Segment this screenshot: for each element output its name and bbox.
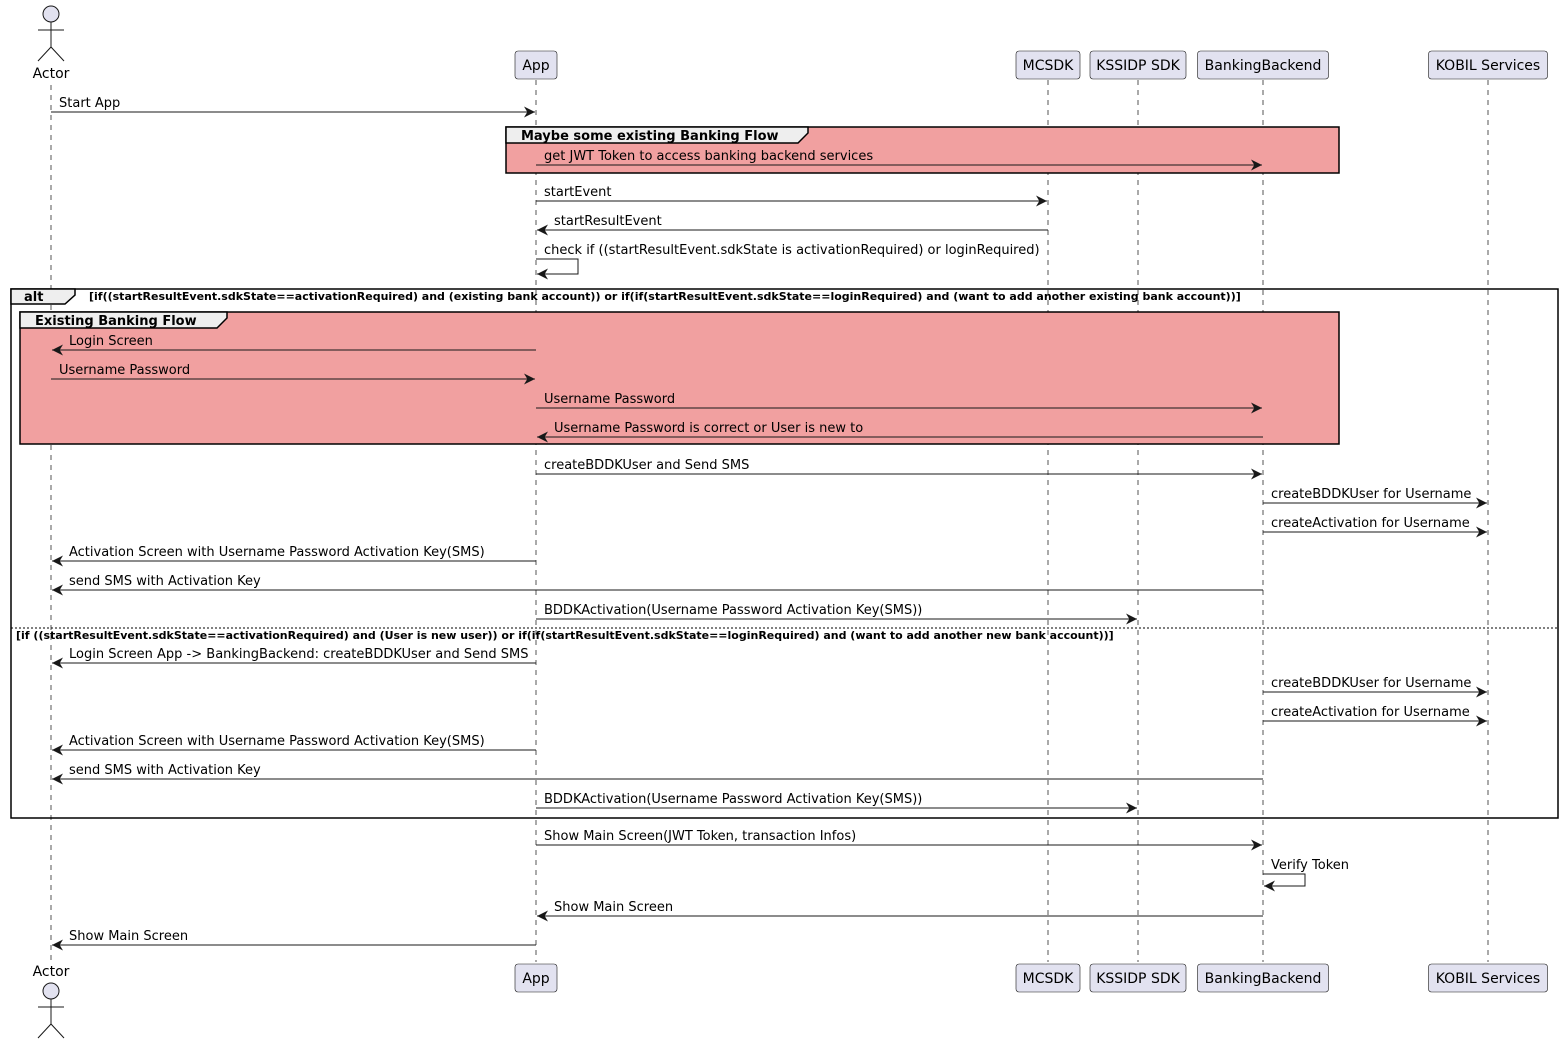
actor-icon xyxy=(38,983,64,1038)
message-label: Verify Token xyxy=(1271,858,1349,873)
message xyxy=(51,96,535,112)
participant-mcsdk-top xyxy=(1016,51,1080,79)
message xyxy=(52,763,1263,779)
alt-condition-1: [if((startResultEvent.sdkState==activationRequired) and (existing bank account)) or if(if(startResultEvent.sdkState==loginRequired) and (want to add another existing bank account))] xyxy=(89,290,1241,303)
participant-label: KSSIDP SDK xyxy=(1096,58,1180,74)
group-label: Maybe some existing Banking Flow xyxy=(521,129,779,144)
message xyxy=(536,603,1137,619)
message xyxy=(1263,487,1487,503)
message-label: Username Password xyxy=(544,392,676,407)
message-label: Login Screen App -> BankingBackend: createBDDKUser and Send SMS xyxy=(69,647,529,662)
message-label: check if ((startResultEvent.sdkState is activationRequired) or loginRequired) xyxy=(544,243,1040,258)
message xyxy=(52,545,536,561)
message xyxy=(537,900,1263,916)
participant-kssidp-bottom xyxy=(1090,964,1186,992)
participant-backend-top xyxy=(1198,51,1329,79)
message xyxy=(536,829,1262,845)
message-label: send SMS with Activation Key xyxy=(69,574,261,589)
message xyxy=(536,792,1137,808)
message-label: createBDDKUser and Send SMS xyxy=(544,458,750,473)
participant-label: KOBIL Services xyxy=(1435,58,1541,74)
participant-actor-top xyxy=(33,6,70,82)
message-label: Start App xyxy=(59,96,121,111)
message-label: get JWT Token to access banking backend services xyxy=(544,149,874,164)
message-label: Activation Screen with Username Password Activation Key(SMS) xyxy=(69,545,485,560)
message-label: BDDKActivation(Username Password Activation Key(SMS)) xyxy=(544,792,923,807)
message xyxy=(52,929,536,945)
message-label: Show Main Screen xyxy=(554,900,674,915)
participant-app-top xyxy=(515,51,557,79)
message-label: startEvent xyxy=(544,185,612,200)
message-arrow xyxy=(536,259,578,274)
message xyxy=(52,734,536,750)
message-label: startResultEvent xyxy=(554,214,662,229)
message xyxy=(536,458,1262,474)
participant-label: BankingBackend xyxy=(1204,971,1322,987)
alt-condition-2: [if ((startResultEvent.sdkState==activationRequired) and (User is new user)) or if(if(startResultEvent.sdkState==loginRequired) and (want to add another new bank account))] xyxy=(16,629,1114,642)
message xyxy=(1263,858,1349,886)
message-label: Show Main Screen(JWT Token, transaction Infos) xyxy=(544,829,857,844)
participant-label: KSSIDP SDK xyxy=(1096,971,1180,987)
alt-keyword: alt xyxy=(24,290,44,305)
participant-kobil-top xyxy=(1429,51,1548,79)
participant-label: App xyxy=(522,971,550,987)
message xyxy=(536,243,1040,274)
participant-label: MCSDK xyxy=(1022,971,1074,987)
message-label: createBDDKUser for Username xyxy=(1271,487,1472,502)
message-label: createActivation for Username xyxy=(1271,516,1470,531)
message-label: Username Password is correct or User is new to xyxy=(554,421,864,436)
participant-mcsdk-bottom xyxy=(1016,964,1080,992)
participant-actor-bottom xyxy=(33,964,70,1038)
participant-label: KOBIL Services xyxy=(1435,971,1541,987)
message-label: send SMS with Activation Key xyxy=(69,763,261,778)
participant-backend-bottom xyxy=(1198,964,1329,992)
message xyxy=(1263,676,1487,692)
message xyxy=(536,185,1047,201)
message-label: Username Password xyxy=(59,363,191,378)
message-label: BDDKActivation(Username Password Activation Key(SMS)) xyxy=(544,603,923,618)
participant-label: Actor xyxy=(32,66,70,82)
message xyxy=(52,574,1263,590)
message-label: createActivation for Username xyxy=(1271,705,1470,720)
message-label: createBDDKUser for Username xyxy=(1271,676,1472,691)
message-arrow xyxy=(1263,874,1305,886)
message xyxy=(537,214,1048,230)
participant-kobil-bottom xyxy=(1429,964,1548,992)
participant-kssidp-top xyxy=(1090,51,1186,79)
participant-app-bottom xyxy=(515,964,557,992)
participant-label: MCSDK xyxy=(1022,58,1074,74)
message xyxy=(1263,705,1487,721)
participant-label: Actor xyxy=(32,964,70,980)
participant-label: BankingBackend xyxy=(1204,58,1322,74)
participant-label: App xyxy=(522,58,550,74)
message-label: Activation Screen with Username Password Activation Key(SMS) xyxy=(69,734,485,749)
message xyxy=(1263,516,1487,532)
message xyxy=(52,647,536,663)
message-label: Login Screen xyxy=(69,334,153,349)
actor-icon xyxy=(38,6,64,61)
message-label: Show Main Screen xyxy=(69,929,189,944)
group-label: Existing Banking Flow xyxy=(35,314,197,329)
